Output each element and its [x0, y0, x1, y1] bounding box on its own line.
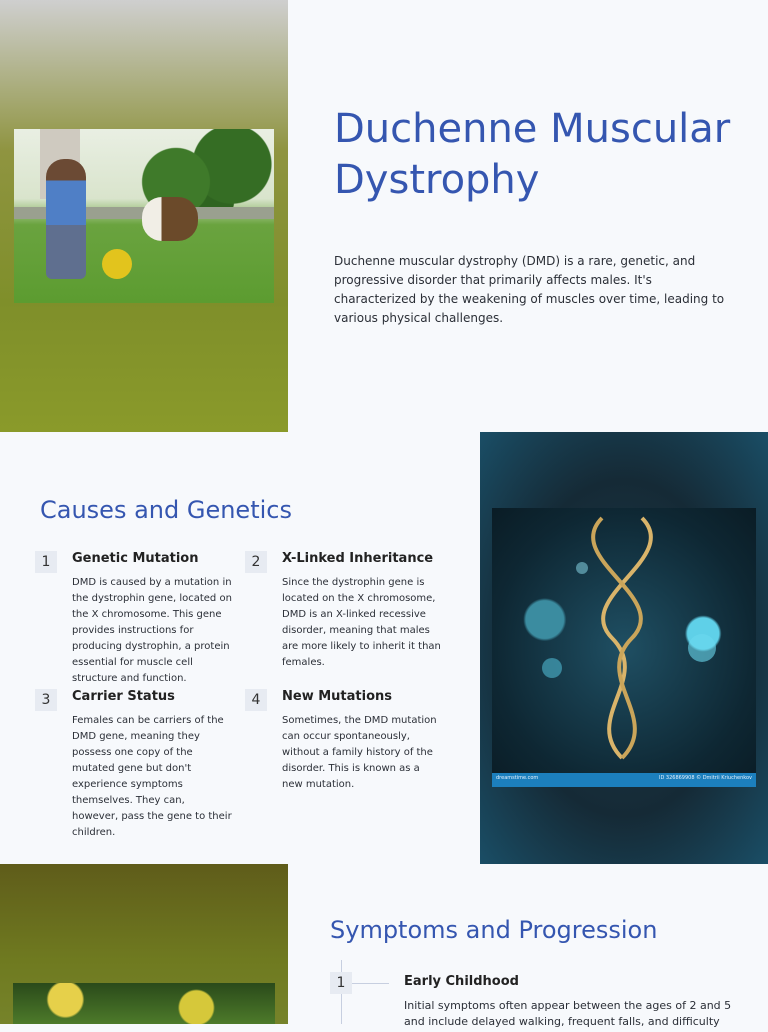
symptom-item-1: [330, 972, 730, 1032]
cause-item-3: [35, 689, 232, 849]
hero-lead-text: Duchenne muscular dystrophy (DMD) is a rare, genetic, and progressive disorder that primarily affects males. It's characterized by the weakening of muscles over time, leading to various physical challenges.: [334, 254, 725, 325]
number-badge: 4: [245, 689, 267, 711]
dna-image-panel: [480, 432, 768, 864]
symptom-title: Early Childhood: [404, 974, 519, 989]
dog: [142, 197, 198, 241]
ball: [102, 249, 132, 279]
cause-item-2: [245, 551, 441, 691]
causes-title: Causes and Genetics: [40, 496, 292, 524]
cause-text: DMD is caused by a mutation in the dystrophin gene, located on the X chromosome. This gene provides instructions for producing dystrophin, a protein essential for muscle cell structure and function.: [72, 577, 232, 684]
symptom-text: Initial symptoms often appear between the ages of 2 and 5 and include delayed walking, frequent falls, and difficulty: [404, 999, 732, 1028]
symptoms-title: Symptoms and Progression: [330, 916, 658, 944]
watermark-strip: [492, 773, 756, 787]
number-badge: 2: [245, 551, 267, 573]
dna-helix-icon: [492, 508, 756, 773]
hero-image-panel: [0, 0, 288, 432]
boy-in-garden-photo: [13, 983, 275, 1024]
cause-title: Carrier Status: [72, 689, 175, 704]
number-badge: 1: [35, 551, 57, 573]
hero-title-block: [334, 104, 734, 206]
cause-title: New Mutations: [282, 689, 393, 704]
number-badge: 1: [330, 972, 352, 994]
dna-helix-photo: [492, 508, 756, 787]
cause-item-1: [35, 551, 232, 691]
cause-text: Since the dystrophin gene is located on the X chromosome, DMD is an X-linked recessive disorder, meaning that males are more likely to inherit it than females.: [282, 577, 441, 668]
boy-with-dog-photo: [14, 129, 274, 303]
number-badge: 3: [35, 689, 57, 711]
watermark-left: dreamstime.com: [496, 775, 539, 781]
cause-title: Genetic Mutation: [72, 551, 199, 566]
symptoms-image-panel: [0, 864, 288, 1024]
watermark-right: ID 326869908 © Dmitrii Kriuchenkov: [658, 775, 752, 781]
cause-item-4: [245, 689, 437, 809]
cause-text: Sometimes, the DMD mutation can occur spontaneously, without a family history of the disorder. This is known as a new mutation.: [282, 715, 437, 790]
cause-title: X-Linked Inheritance: [282, 551, 434, 566]
boy: [46, 159, 86, 279]
cause-text: Females can be carriers of the DMD gene, meaning they possess one copy of the mutated gene but don't experience symptoms themselves. They can, however, pass the gene to their children.: [72, 715, 232, 838]
page-title: Duchenne Muscular Dystrophy: [334, 106, 731, 203]
